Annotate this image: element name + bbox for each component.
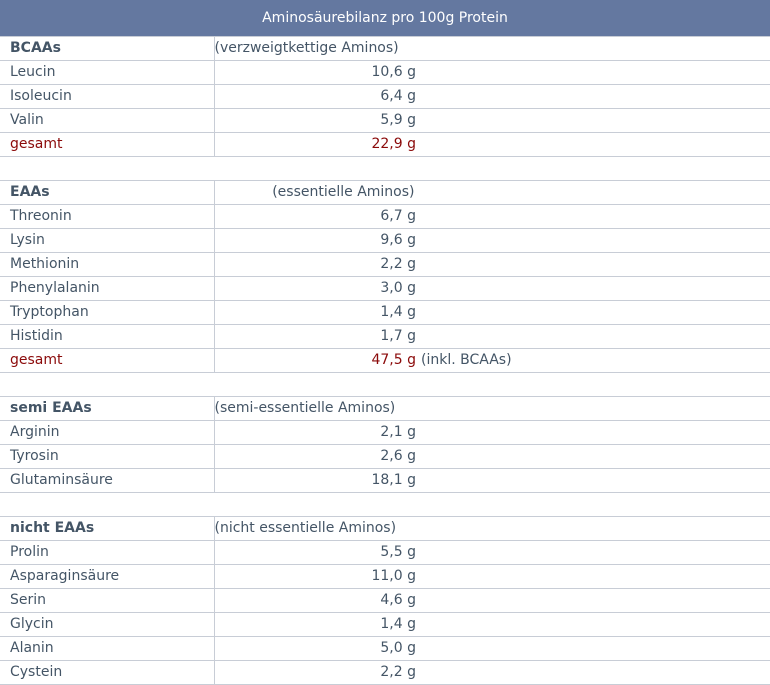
table-row bbox=[0, 661, 770, 685]
section-header-row bbox=[0, 37, 770, 61]
section-header-row bbox=[0, 517, 770, 541]
section-name-eaa: EAAs bbox=[0, 181, 214, 205]
amino-value: 2,6 g bbox=[214, 445, 419, 469]
table-row bbox=[0, 469, 770, 493]
amino-value: 18,1 g bbox=[214, 469, 419, 493]
amino-value: 9,6 g bbox=[214, 229, 419, 253]
total-label: gesamt bbox=[0, 349, 214, 373]
table-title: Aminosäurebilanz pro 100g Protein bbox=[0, 0, 770, 37]
amino-value: 3,0 g bbox=[214, 277, 419, 301]
table-row bbox=[0, 565, 770, 589]
total-note: (inkl. BCAAs) bbox=[419, 349, 770, 373]
amino-value: 2,2 g bbox=[214, 253, 419, 277]
table-row bbox=[0, 613, 770, 637]
amino-name: Phenylalanin bbox=[0, 277, 214, 301]
section-header-row bbox=[0, 397, 770, 421]
amino-name: Alanin bbox=[0, 637, 214, 661]
total-row bbox=[0, 349, 770, 373]
amino-value: 1,4 g bbox=[214, 301, 419, 325]
section-header-row bbox=[0, 181, 770, 205]
amino-name: Tryptophan bbox=[0, 301, 214, 325]
table-row bbox=[0, 229, 770, 253]
amino-value: 2,1 g bbox=[214, 421, 419, 445]
table-row bbox=[0, 85, 770, 109]
amino-name: Valin bbox=[0, 109, 214, 133]
amino-value: 5,0 g bbox=[214, 637, 419, 661]
spacer-row bbox=[0, 493, 770, 517]
section-name-nicht: nicht EAAs bbox=[0, 517, 214, 541]
table-row bbox=[0, 541, 770, 565]
amino-value: 6,7 g bbox=[214, 205, 419, 229]
section-desc-semi: (semi-essentielle Aminos) bbox=[214, 400, 396, 416]
amino-value: 1,4 g bbox=[214, 613, 419, 637]
section-name-bcaa: BCAAs bbox=[0, 37, 214, 61]
amino-name: Cystein bbox=[0, 661, 214, 685]
section-desc-nicht: (nicht essentielle Aminos) bbox=[214, 520, 397, 536]
table-row bbox=[0, 445, 770, 469]
amino-name: Asparaginsäure bbox=[0, 565, 214, 589]
table-header-row bbox=[0, 0, 770, 37]
table-row bbox=[0, 109, 770, 133]
table-row bbox=[0, 253, 770, 277]
amino-name: Tyrosin bbox=[0, 445, 214, 469]
amino-name: Serin bbox=[0, 589, 214, 613]
amino-value: 1,7 g bbox=[214, 325, 419, 349]
amino-name: Leucin bbox=[0, 61, 214, 85]
amino-value: 4,6 g bbox=[214, 589, 419, 613]
amino-name: Lysin bbox=[0, 229, 214, 253]
total-value: 22,9 g bbox=[214, 133, 419, 157]
table-row bbox=[0, 421, 770, 445]
section-desc-bcaa: (verzweigtkettige Aminos) bbox=[214, 40, 399, 56]
total-value: 47,5 g bbox=[214, 349, 419, 373]
table-row bbox=[0, 205, 770, 229]
amino-name: Glutaminsäure bbox=[0, 469, 214, 493]
total-row bbox=[0, 133, 770, 157]
amino-name: Histidin bbox=[0, 325, 214, 349]
section-desc-eaa: (essentielle Aminos) bbox=[272, 184, 415, 200]
amino-name: Isoleucin bbox=[0, 85, 214, 109]
total-note bbox=[419, 133, 770, 157]
amino-value: 5,9 g bbox=[214, 109, 419, 133]
amino-value: 10,6 g bbox=[214, 61, 419, 85]
table-row bbox=[0, 277, 770, 301]
amino-value: 2,2 g bbox=[214, 661, 419, 685]
table-row bbox=[0, 61, 770, 85]
spacer-row bbox=[0, 157, 770, 181]
spacer-row bbox=[0, 373, 770, 397]
table-row bbox=[0, 589, 770, 613]
amino-name: Methionin bbox=[0, 253, 214, 277]
amino-name: Arginin bbox=[0, 421, 214, 445]
amino-name: Glycin bbox=[0, 613, 214, 637]
table-row bbox=[0, 637, 770, 661]
table-row bbox=[0, 325, 770, 349]
amino-value: 11,0 g bbox=[214, 565, 419, 589]
amino-value: 6,4 g bbox=[214, 85, 419, 109]
total-label: gesamt bbox=[0, 133, 214, 157]
section-name-semi: semi EAAs bbox=[0, 397, 214, 421]
amino-value: 5,5 g bbox=[214, 541, 419, 565]
amino-name: Threonin bbox=[0, 205, 214, 229]
amino-name: Prolin bbox=[0, 541, 214, 565]
table-row bbox=[0, 301, 770, 325]
